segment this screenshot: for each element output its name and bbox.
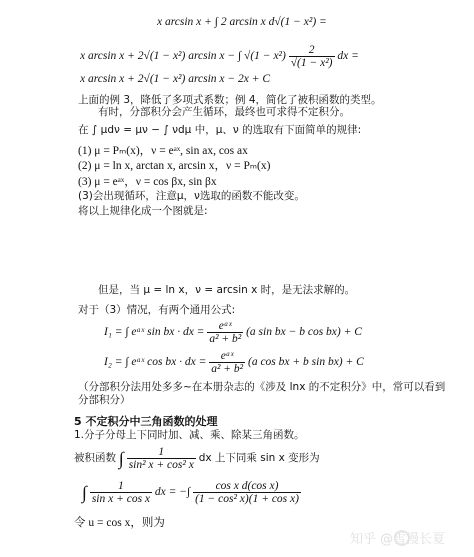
paragraph-cycle-note: 有时，分部积分会产生循环，最终也可求得不定积分。: [98, 106, 350, 118]
formula-i2-right: (a cos bx + b sin bx) + C: [248, 356, 364, 369]
formula-i1-fraction: [207, 320, 243, 345]
equation-line-1: x arcsin x + ∫ 2 arcsin x d√(1 − x²) =: [157, 16, 327, 28]
formula-i1-right: (a sin bx − b cos bx) + C: [246, 326, 362, 339]
formula-i1: [104, 320, 362, 345]
paragraph-selection-rule: 在 ∫ μdν = μν − ∫ νdμ 中，μ、ν 的选取有下面简单的规律:: [78, 124, 362, 136]
integrand-fraction: [127, 446, 196, 471]
fraction-numerator: 2: [289, 44, 335, 57]
formula-i2-left: I₂ = ∫ eᵃˣ cos bx · dx =: [104, 356, 207, 369]
fraction-denominator: a² + b²: [209, 333, 242, 345]
equation-line-2-fraction: [289, 44, 335, 69]
formula-i2: [104, 350, 364, 375]
equation-line-2: [80, 44, 359, 69]
fraction-denominator: a² + b²: [211, 363, 244, 375]
watermark-text: 知乎 @雪漫长夏: [350, 532, 446, 547]
fraction-numerator: eᵃˣ: [207, 320, 243, 333]
section-point-1: 1.分子分母上下同时加、减、乘、除某三角函数。: [74, 429, 305, 441]
fraction-numerator: 1: [127, 446, 196, 459]
section-title: 5 不定积分中三角函数的处理: [74, 415, 218, 428]
rule-3: (3) μ = eᵃˣ，ν = cos βx, sin βx: [78, 176, 217, 188]
integrand-label: 被积函数: [74, 452, 116, 465]
equation-line-2-right: dx =: [337, 50, 359, 63]
transformed-integral: ∫ $\frac{1}{\text{sin x + cos x}}$ dx = −∫ $\frac{\text{cos x d(cos x)}}{\text{(1 − cos² x)(1 + cos x)}}$: [82, 480, 299, 505]
transformed-middle: dx = −∫: [154, 486, 191, 499]
formula-i2-fraction: [209, 350, 245, 375]
substitution-line: 令 u = cos x，则为: [74, 517, 165, 529]
paragraph-general-formulas: 对于（3）情况，有两个通用公式:: [78, 304, 236, 316]
rule-3-note: (3)会出现循环，注意μ，ν选取的函数不能改变。: [78, 190, 305, 202]
transformed-fraction-1: [90, 480, 152, 505]
paragraph-exception: 但是，当 μ = ln x，ν = arcsin x 时，是无法求解的。: [98, 284, 356, 296]
rule-1: (1) μ = Pₘ(x)，ν = eᵃˣ, sin ax, cos ax: [78, 145, 248, 157]
formula-i1-left: I₁ = ∫ eᵃˣ sin bx · dx =: [104, 326, 205, 339]
fraction-numerator: 1: [90, 480, 152, 493]
fraction-numerator: eᵃˣ: [209, 350, 245, 363]
equation-line-2-left: x arcsin x + 2√(1 − x²) arcsin x − ∫ √(1 − x²): [80, 50, 286, 63]
transformed-fraction-2: [193, 480, 301, 505]
fraction-denominator: √(1 − x²): [290, 57, 333, 69]
fraction-denominator: (1 − cos² x)(1 + cos x): [195, 493, 299, 505]
rule-2: (2) μ = ln x, arctan x, arcsin x，ν = Pₘ(x): [78, 160, 271, 172]
paragraph-example-summary: 上面的例 3，降低了多项式系数；例 4，简化了被积函数的类型。: [78, 94, 382, 106]
note-line-1: （分部积分法用处多多~在本册杂志的《涉及 lnx 的不定积分》中，常可以看到: [78, 381, 446, 393]
fraction-numerator: cos x d(cos x): [193, 480, 301, 493]
integrand-line: 被积函数 ∫ $\frac{1}{\text{sin² x + cos² x}}$ dx 上下同乘 sin x 变形为: [74, 446, 320, 471]
paragraph-diagram-intro: 将以上规律化成一个图就是:: [78, 205, 208, 217]
equation-line-3: x arcsin x + 2√(1 − x²) arcsin x − 2x + C: [80, 73, 271, 85]
fraction-denominator: sin x + cos x: [91, 493, 151, 505]
fraction-denominator: sin² x + cos² x: [128, 459, 194, 471]
note-line-2: 分部积分）: [78, 394, 131, 406]
integrand-description: dx 上下同乘 sin x 变形为: [198, 452, 320, 465]
